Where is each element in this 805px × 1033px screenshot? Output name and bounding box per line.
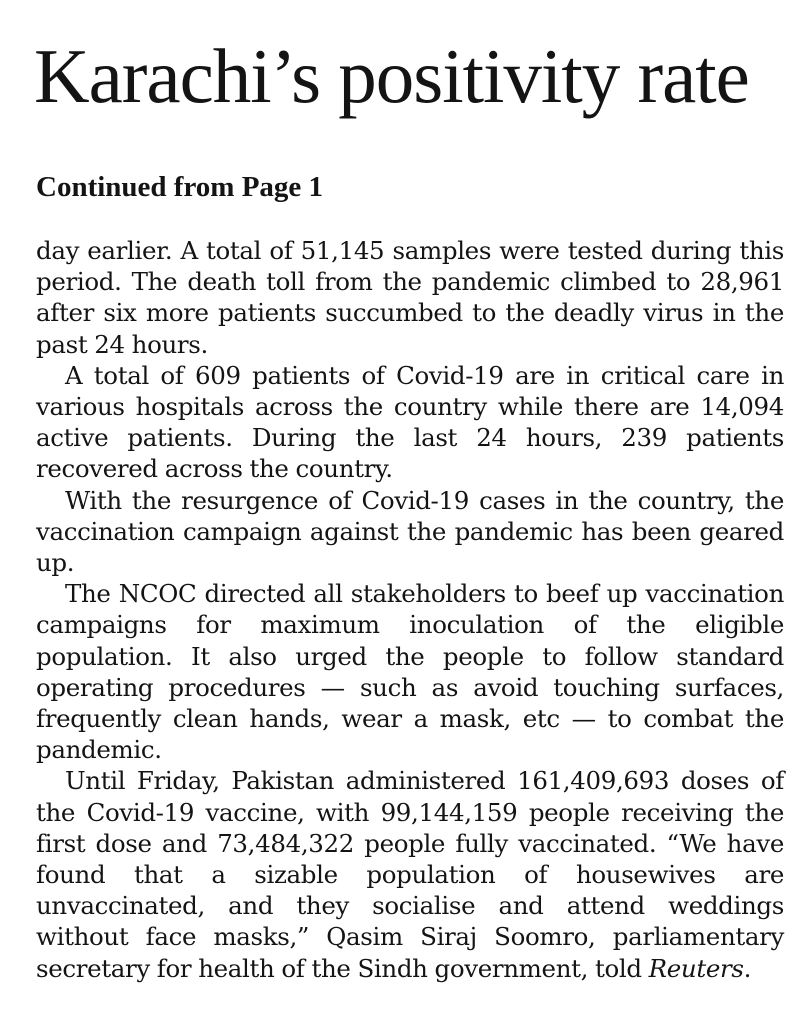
article-paragraph-1: day earlier. A total of 51,145 samples were tested during this period. The death toll from the pandemic climbed to 28,961 after six more patients succumbed to the deadly virus in the past 24 hours. bbox=[36, 236, 784, 359]
continued-from-label: Continued from Page 1 bbox=[36, 171, 324, 203]
article-paragraph-2: A total of 609 patients of Covid-19 are in critical care in various hospitals across the country while there are 14,094 active patients. During the last 24 hours, 239 patients recovered across the country. bbox=[36, 360, 784, 484]
article-body bbox=[36, 235, 784, 984]
article-paragraph-5 bbox=[36, 765, 784, 983]
article-paragraph-4: The NCOC directed all stakeholders to beef up vaccination campaigns for maximum inoculation of the eligible population. It also urged the people to follow standard operating procedures — such as avoid touching surfaces, frequently clean hands, wear a mask, etc — to combat the pandemic. bbox=[36, 579, 784, 765]
article-paragraph-3: With the resurgence of Covid-19 cases in the country, the vaccination campaign against the pandemic has been geared up. bbox=[36, 485, 784, 578]
paragraph-end-punctuation: . bbox=[743, 953, 752, 983]
article-headline: Karachi’s positivity rate bbox=[34, 33, 749, 119]
article-paragraph-5-text: Until Friday, Pakistan administered 161,409,693 doses of the Covid-19 vaccine, with 99,144,159 people receiving the first dose and 73,484,322 people fully vaccinated. “We have found that a sizable population of housewives are unvaccinated, and they socialise and attend weddings without face masks,” Qasim Siraj Soomro, parliamentary secretary for health of the Sindh government, told bbox=[36, 766, 784, 983]
news-agency-name: Reuters bbox=[648, 953, 744, 983]
